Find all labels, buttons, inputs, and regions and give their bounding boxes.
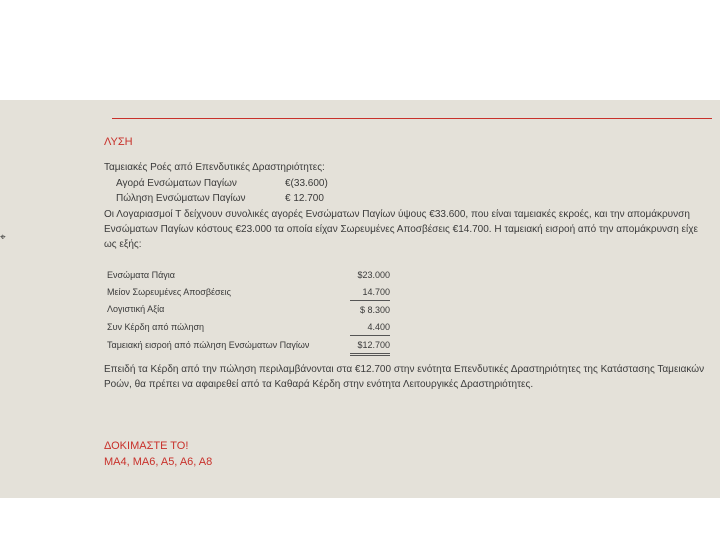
row-amount: $12.700 bbox=[350, 336, 390, 355]
try-it-exercises: ΜΑ4, ΜΑ6, Α5, Α6, Α8 bbox=[104, 456, 213, 468]
table-row bbox=[104, 301, 390, 319]
top-divider bbox=[112, 118, 712, 119]
row-amount: 4.400 bbox=[367, 321, 390, 332]
disposal-table bbox=[104, 266, 390, 356]
conclusion-paragraph: Επειδή τα Κέρδη από την πώληση περιλαμβάνονται στα €12.700 στην ενότητα Επενδυτικές Δραστηριότητες της Κατάστασης Ταμειακών Ροών, θα πρέπει να αφαιρεθεί από τα Καθαρά Κέρδη στην ενότητα Λειτουργικές Δραστηριότητες. bbox=[104, 364, 705, 390]
sale-value: € 12.700 bbox=[285, 193, 324, 204]
row-label: Ενσώματα Πάγια bbox=[107, 269, 176, 280]
crosshair-icon: ⌖ bbox=[0, 232, 6, 243]
explanation-paragraph: Οι Λογαριασμοί Τ δείχνουν συνολικές αγορές Ενσώματων Παγίων ύψους €33.600, που είναι ταμειακές εκροές, και την απομάκρυνση Ενσώματων Παγίων κόστους €23.000 τα οποία είχαν Σωρευμένες Αποσβέσεις €14.700. Η ταμειακή εισροή από την απομάκρυνση είχε ως εξής: bbox=[104, 209, 698, 250]
row-label: Λογιστική Αξία bbox=[107, 304, 165, 315]
row-label: Συν Κέρδη από πώληση bbox=[107, 321, 205, 332]
table-row bbox=[104, 336, 390, 355]
cashflow-heading: Ταμειακές Ροές από Επενδυτικές Δραστηριότητες: bbox=[104, 162, 325, 173]
purchase-value: €(33.600) bbox=[285, 178, 328, 189]
purchase-label: Αγορά Ενσώματων Παγίων bbox=[116, 178, 237, 189]
table-row bbox=[104, 283, 390, 301]
row-amount: $23.000 bbox=[357, 269, 390, 280]
table-row bbox=[104, 266, 390, 283]
try-it-title: ΔΟΚΙΜΑΣΤΕ ΤΟ! bbox=[104, 440, 189, 452]
row-amount: 14.700 bbox=[362, 286, 390, 297]
row-label: Μείον Σωρευμένες Αποσβέσεις bbox=[107, 286, 231, 297]
row-label: Ταμειακή εισροή από πώληση Ενσώματων Παγίων bbox=[107, 340, 310, 350]
sale-label: Πώληση Ενσώματων Παγίων bbox=[116, 193, 246, 204]
table-row bbox=[104, 318, 390, 336]
row-amount: $ 8.300 bbox=[350, 301, 390, 319]
solution-title: ΛΥΣΗ bbox=[104, 136, 133, 148]
